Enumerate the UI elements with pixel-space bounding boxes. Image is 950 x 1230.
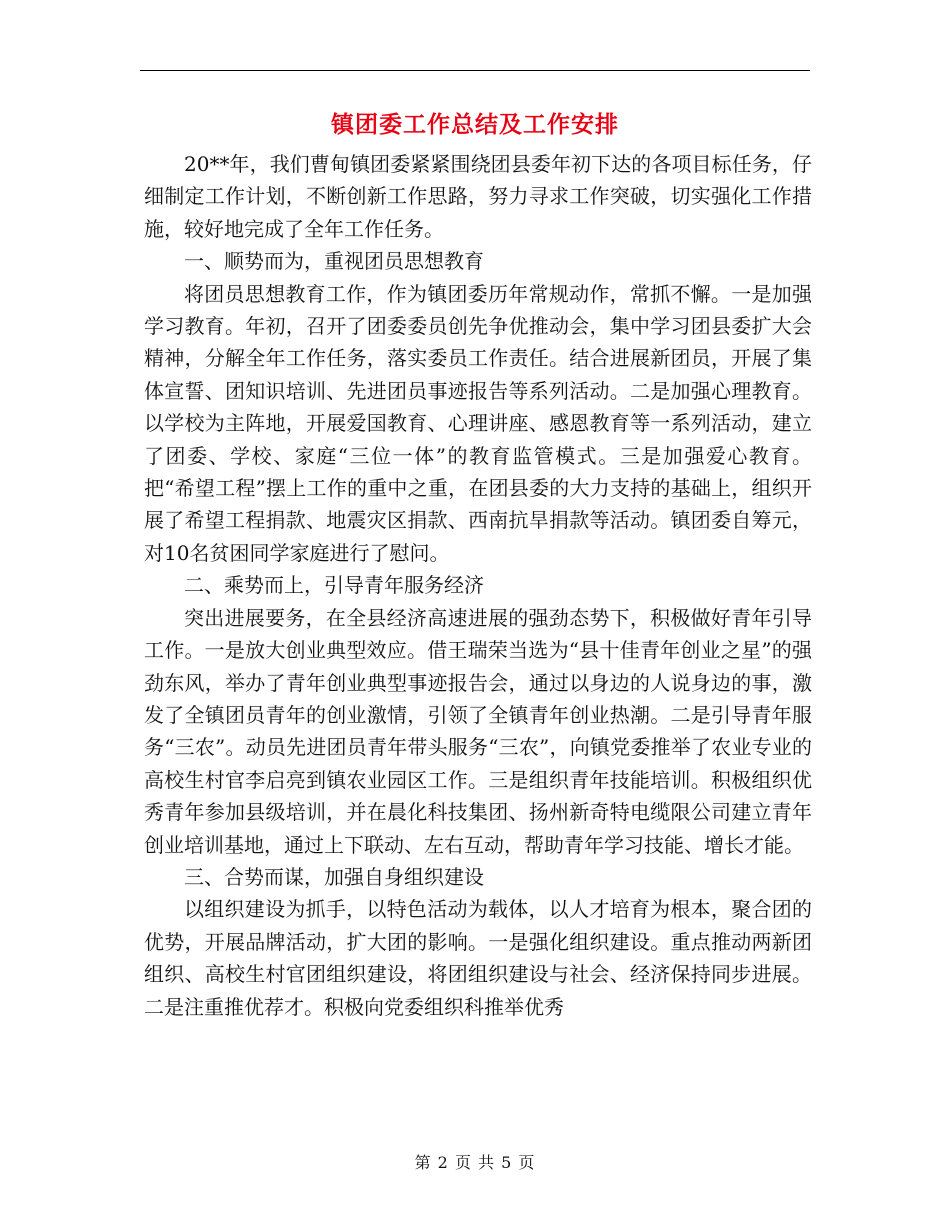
paragraph-intro: 20**年，我们曹甸镇团委紧紧围绕团县委年初下达的各项目标任务，仔细制定工作计划，不断创新工作思路，努力寻求工作突破，切实强化工作措施，较好地完成了全年工作任务。 [144,152,812,241]
document-body [144,148,812,1023]
document-title: 镇团委工作总结及工作安排 [331,111,619,138]
paragraph-section-3: 以组织建设为抓手，以特色活动为载体，以人才培育为根本，聚合团的优势，开展品牌活动，扩大团的影响。一是强化组织建设。重点推动两新团组织、高校生村官团组织建设，将团组织建设与社会、经济保持同步进展。二是注重推优荐才。积极向党委组织科推举优秀 [144,897,812,1019]
page-number: 第 2 页 共 5 页 [414,1153,536,1172]
header-rule [140,70,810,71]
paragraph-section-2: 突出进展要务，在全县经济高速进展的强劲态势下，积极做好青年引导工作。一是放大创业典型效应。借王瑞荣当选为“县十佳青年创业之星”的强劲东风，举办了青年创业典型事迹报告会，通过以身边的人说身边的事，激发了全镇团员青年的创业激情，引领了全镇青年创业热潮。二是引导青年服务“三农”。动员先进团员青年带头服务“三农”，向镇党委推举了农业专业的高校生村官李启亮到镇农业园区工作。三是组织青年技能培训。积极组织优秀青年参加县级培训，并在晨化科技集团、扬州新奇特电缆限公司建立青年创业培训基地，通过上下联动、左右互动，帮助青年学习技能、增长才能。 [144,605,812,857]
section-heading-2: 二、乘势而上，引导青年服务经济 [184,573,484,598]
section-heading-1: 一、顺势而为，重视团员思想教育 [184,249,484,274]
section-heading-3: 三、合势而谋，加强自身组织建设 [184,864,484,889]
paragraph-section-1: 将团员思想教育工作，作为镇团委历年常规动作，常抓不懈。一是加强学习教育。年初，召开了团委委员创先争优推动会，集中学习团县委扩大会精神，分解全年工作任务，落实委员工作责任。结合进展新团员，开展了集体宣誓、团知识培训、先进团员事迹报告等系列活动。二是加强心理教育。以学校为主阵地，开展爱国教育、心理讲座、感恩教育等一系列活动，建立了团委、学校、家庭“三位一体”的教育监管模式。三是加强爱心教育。把“希望工程”摆上工作的重中之重，在团县委的大力支持的基础上，组织开展了希望工程捐款、地震灾区捐款、西南抗旱捐款等活动。镇团委自筹元，对10名贫困同学家庭进行了慰问。 [144,281,812,565]
